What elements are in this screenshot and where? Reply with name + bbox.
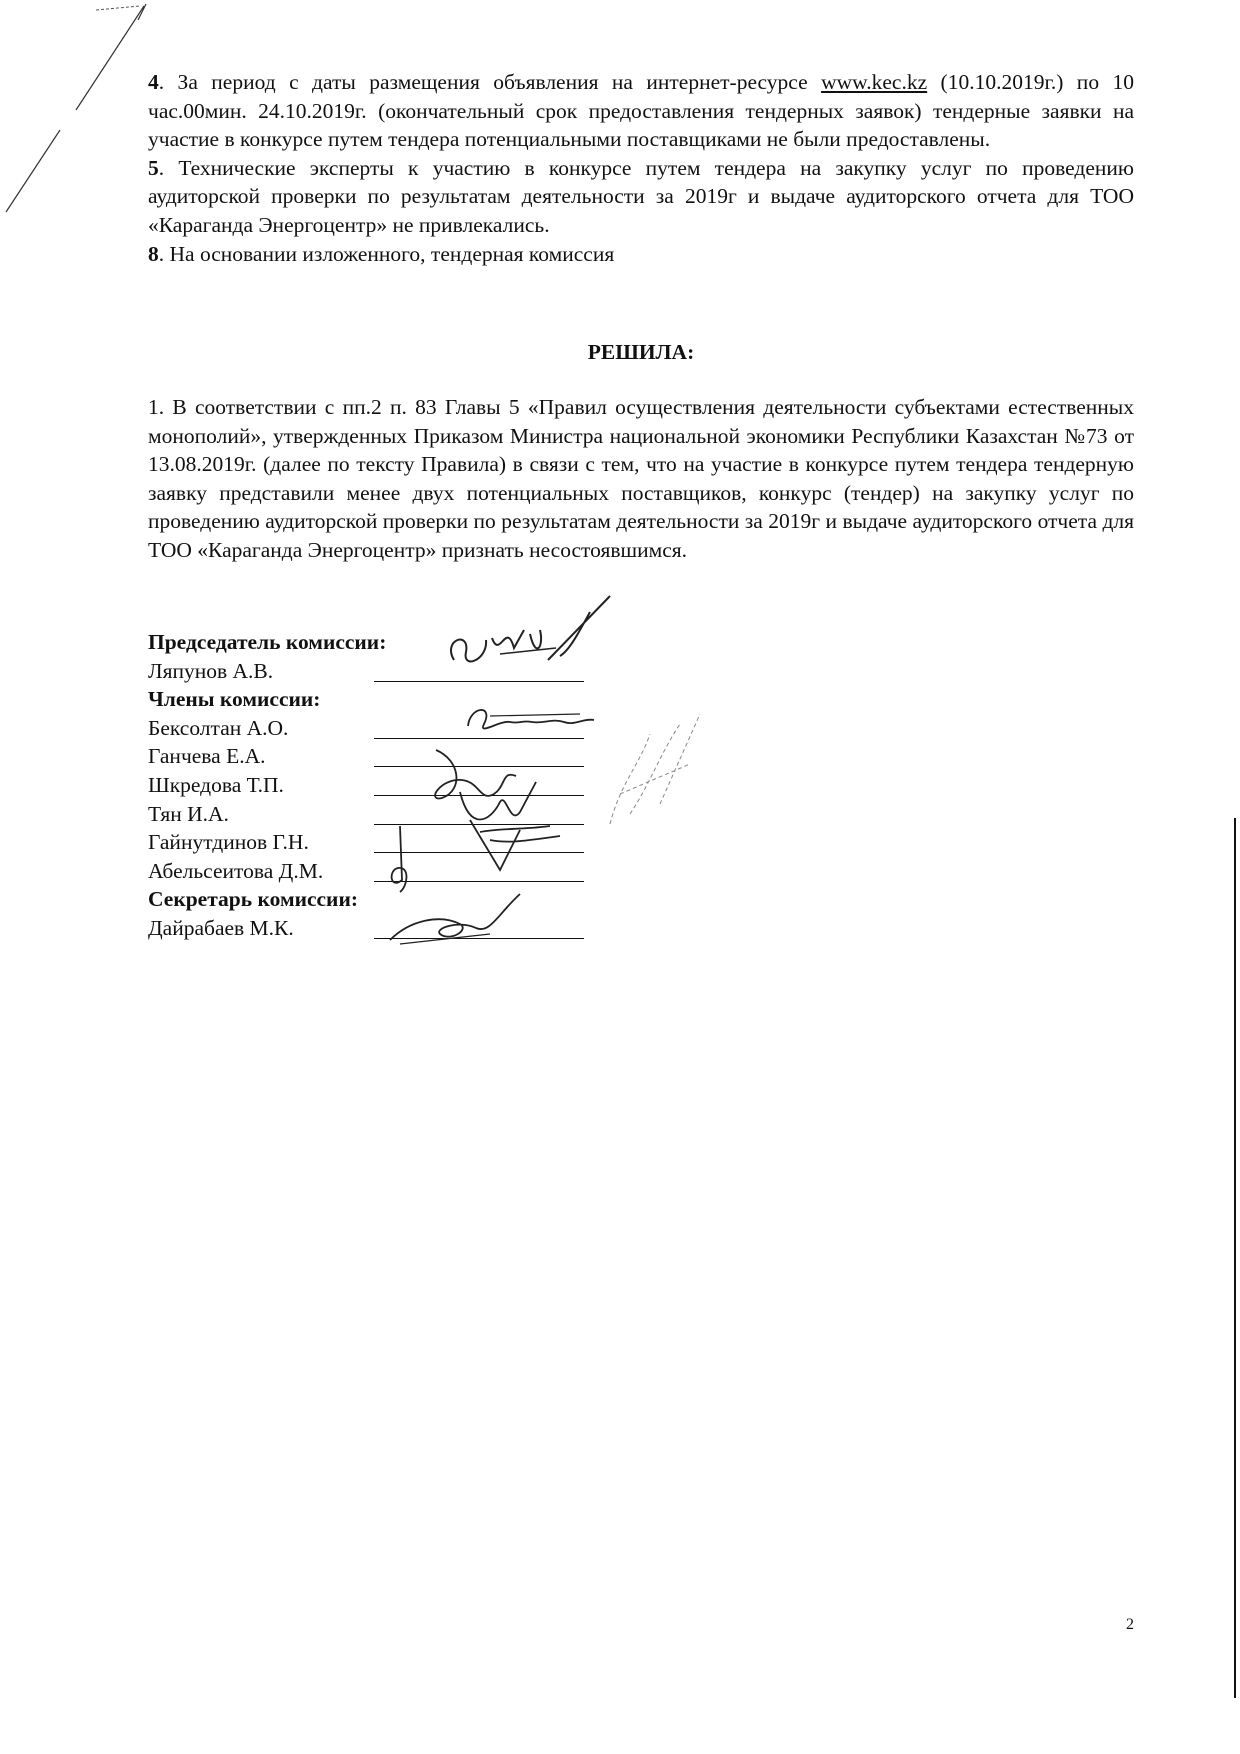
item-number: 4 (148, 70, 159, 94)
kec-link[interactable]: www.kec.kz (821, 70, 928, 94)
signature-member-3 (440, 772, 560, 852)
signature-line (374, 881, 584, 882)
decision-paragraph: 1. В соответствии с пп.2 п. 83 Главы 5 «Правил осуществления деятельности субъектами естественных монополий», утвержденных Приказом Министра национальной экономики Республики Казахстан №73 от 13.08.2019г. (далее по тексту Правила) в связи с тем, что на участие в конкурсе путем тендера тендерную заявку представили менее двух потенциальных поставщиков, конкурс (тендер) на закупку услуг по проведению аудиторской проверки по результатам деятельности за 2019г и выдаче аудиторского отчета для ТОО «Караганда Энергоцентр» признать несостоявшимся. (148, 395, 1134, 562)
body-text (148, 68, 1134, 268)
item-number: 5 (148, 155, 159, 180)
signature-member-4 (460, 800, 570, 880)
signature-line (374, 824, 584, 825)
secretary-title: Секретарь комиссии: (148, 887, 358, 912)
signature-block (148, 628, 386, 943)
page-number: 2 (1126, 1616, 1134, 1633)
signature-line (374, 852, 584, 853)
member-name: Гайнутдинов Г.Н. (148, 830, 309, 855)
decision-heading: РЕШИЛА: (587, 340, 695, 364)
chairman-title: Председатель комиссии: (148, 630, 387, 654)
right-edge-line (1234, 818, 1236, 1698)
member-name: Ганчева Е.А. (148, 744, 266, 769)
decision-text-block (148, 393, 1134, 565)
signature-line (374, 766, 584, 767)
member-name: Бексолтан А.О. (148, 715, 289, 740)
signature-secretary (380, 884, 530, 954)
faint-signature-mark (600, 704, 710, 834)
signature-line (374, 681, 584, 682)
paragraph-8: 8. На основании изложенного, тендерная комиссия (148, 241, 615, 266)
signature-line (374, 738, 584, 739)
item-number: 8 (148, 241, 159, 266)
members-title: Члены комиссии: (148, 687, 321, 712)
member-name: Шкредова Т.П. (148, 772, 284, 797)
member-name: Абельсеитова Д.М. (148, 858, 324, 883)
scan-corner-mark (0, 0, 160, 230)
signature-member-2 (420, 740, 530, 820)
signature-line (374, 938, 584, 939)
paragraph-4: 4. За период с даты размещения объявления на интернет-ресурсе www.kec.kz (10.10.2019г.) по 10 час.00мин. 24.10.2019г. (окончательный срок предоставления тендерных заявок) тендерные заявки на участие в конкурсе путем тендера потенциальными поставщиками не были предоставлены. (148, 70, 1134, 152)
paragraph-5: 5. Технические эксперты к участию в конкурсе путем тендера на закупку услуг по проведению аудиторской проверки по результатам деятельности за 2019г и выдаче аудиторского отчета для ТОО «Караганда Энергоцентр» не привлекались. (148, 155, 1134, 237)
signature-line (374, 795, 584, 796)
member-name: Тян И.А. (148, 801, 229, 826)
signature-chairman (440, 590, 620, 680)
secretary-name: Дайрабаев М.К. (148, 915, 294, 940)
chairman-name: Ляпунов А.В. (148, 658, 274, 683)
signature-member-1 (460, 696, 600, 740)
